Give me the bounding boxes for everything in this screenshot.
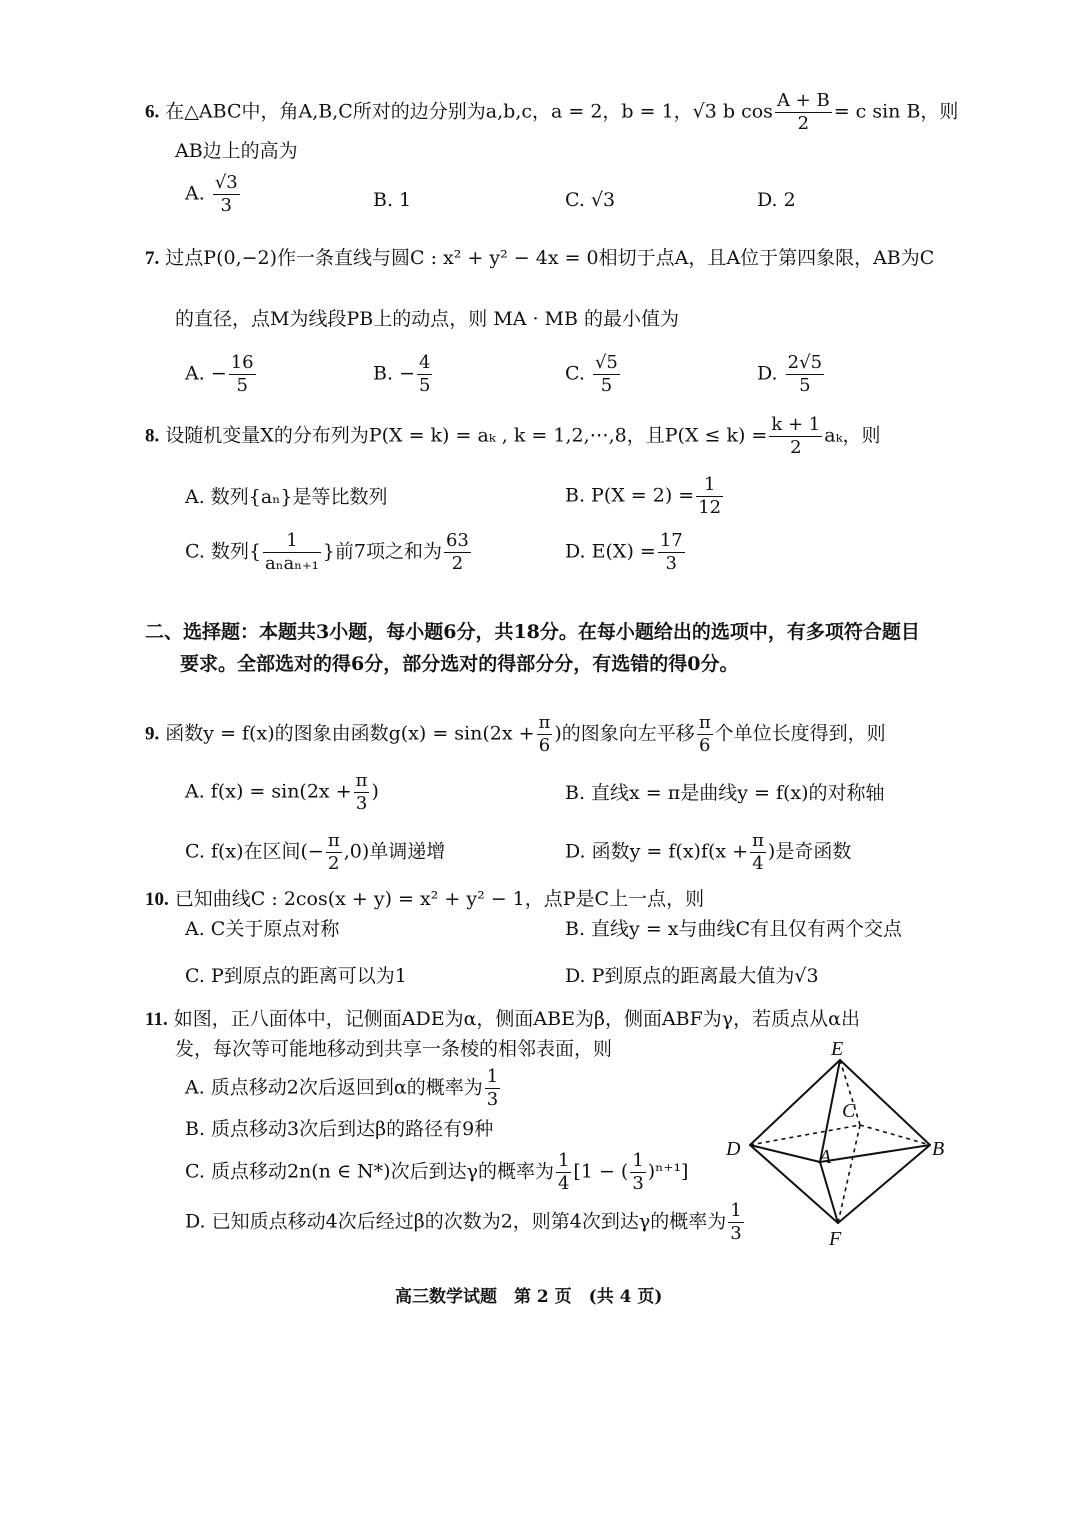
q11-option-c-end: )ⁿ⁺¹]: [647, 1160, 689, 1183]
q9-option-a: [185, 770, 379, 815]
q7-option-a-den: 5: [236, 375, 248, 396]
q8-option-c-value-den: 2: [451, 553, 464, 574]
q9-option-a-label: A. f(x) = sin(2x +: [185, 780, 352, 803]
q11-option-a-num: 1: [486, 1066, 499, 1087]
q7-option-c-frac: [593, 352, 620, 397]
q11-option-d-num: 1: [730, 1200, 742, 1221]
q6-line1: [145, 90, 958, 135]
q11-option-c-frac1: [556, 1150, 571, 1195]
q8-option-c-value-frac: [444, 530, 471, 575]
q7-option-b-frac: [417, 352, 432, 397]
q9-frac2-num: π: [698, 712, 711, 733]
q8-fraction: [769, 414, 822, 459]
q11-line1: [145, 1004, 860, 1035]
q8-stem-end: aₖ，则: [824, 424, 881, 447]
q8-number: 8.: [145, 425, 160, 447]
q7-line2: 的直径，点M为线段PB上的动点，则 MA · MB 的最小值为: [175, 308, 679, 330]
q9-option-c-end: ,0)单调递增: [343, 840, 446, 863]
q6-option-a-frac: [213, 172, 240, 217]
q7-option-b-label: B.: [373, 362, 394, 385]
q8-option-d-frac: [658, 530, 685, 575]
q6-option-a-num: √3: [214, 172, 238, 193]
q11-option-a-frac: [485, 1066, 500, 1111]
q9-option-d: [565, 830, 851, 875]
q11-line2: 发，每次等可能地移动到共享一条棱的相邻表面，则: [175, 1038, 613, 1060]
vertex-label-F: F: [829, 1228, 842, 1250]
q8-option-d-num: 17: [659, 530, 683, 551]
edge-DC: [750, 1125, 860, 1145]
q10-option-c: C. P到原点的距离可以为1: [185, 965, 407, 987]
q7-number: 7.: [145, 248, 160, 269]
q9-option-a-frac: [354, 770, 370, 815]
q7-stem: 过点P(0,−2)作一条直线与圆C : x² + y² − 4x = 0相切于点A，且A位于第四象限，AB为C: [165, 247, 935, 269]
q6-option-a: [185, 172, 242, 217]
q8-option-c: [185, 530, 473, 575]
q6-fraction: [775, 90, 832, 135]
q10-option-b: B. 直线y = x与曲线C有且仅有两个交点: [565, 918, 903, 940]
q6-frac-den: 2: [797, 113, 810, 134]
q8-option-d-den: 3: [665, 553, 677, 574]
q11-option-d-label: D. 已知质点移动4次后经过β的次数为2，则第4次到达γ的概率为: [185, 1210, 727, 1233]
q8-option-d: [565, 530, 687, 575]
q7-option-d-num: 2√5: [787, 352, 823, 373]
octahedron-figure: [720, 1035, 960, 1250]
vertex-label-A: A: [819, 1146, 832, 1168]
q9-frac2: [697, 712, 713, 757]
q11-option-c-den2: 3: [632, 1173, 644, 1194]
q8-option-d-label: D. E(X) =: [565, 540, 656, 563]
q9-frac1: [537, 712, 553, 757]
q9-option-c-frac: [326, 830, 342, 875]
q9-option-d-frac: [750, 830, 766, 875]
q8-option-c-den: aₙaₙ₊₁: [265, 553, 319, 574]
q8-option-b-num: 1: [696, 474, 723, 497]
q7-option-a-num: 16: [230, 352, 254, 373]
q9-frac1-num: π: [538, 712, 551, 733]
q9-line1: [145, 712, 886, 757]
q8-option-b-label: B. P(X = 2) =: [565, 484, 695, 507]
q10-number: 10.: [145, 889, 169, 910]
q9-option-c: [185, 830, 445, 875]
q8-stem: 设随机变量X的分布列为P(X = k) = aₖ , k = 1,2,⋯,8，且P(X ≤ k) =: [165, 424, 768, 447]
q8-option-c-label: C. 数列{: [185, 540, 262, 563]
q6-option-c: C. √3: [565, 189, 616, 211]
q8-frac-den: 2: [790, 437, 802, 458]
q11-option-c: [185, 1150, 688, 1195]
section2-line2: 要求。全部选对的得6分，部分选对的得部分分，有选错的得0分。: [180, 653, 739, 675]
q9-option-c-num: π: [327, 830, 340, 851]
q11-option-c-label: C. 质点移动2n(n ∈ N*)次后到达γ的概率为: [185, 1160, 554, 1183]
q7-option-b: [373, 352, 434, 397]
q6-option-d: D. 2: [757, 189, 796, 211]
q8-option-b: [565, 474, 725, 519]
q11-option-d: [185, 1200, 746, 1245]
q8-option-b-den: 12: [698, 497, 722, 518]
q9-option-c-den: 2: [328, 853, 340, 874]
vertex-label-B: B: [932, 1138, 945, 1160]
q11-option-c-num2: 1: [632, 1150, 644, 1171]
q8-option-b-frac: [696, 474, 723, 519]
q11-number: 11.: [145, 1009, 168, 1030]
q7-option-c-num: √5: [594, 352, 618, 373]
q11-option-d-den: 3: [730, 1223, 742, 1244]
q10-line1: [145, 884, 704, 915]
q8-line1: [145, 414, 881, 459]
q7-option-d-label: D.: [757, 362, 778, 385]
q10-option-d: D. P到原点的距离最大值为√3: [565, 965, 819, 987]
q11-option-b: B. 质点移动3次后到达β的路径有9种: [185, 1118, 494, 1140]
q7-option-d-den: 5: [799, 375, 811, 396]
q6-stem-end: = c sin B，则: [833, 100, 959, 123]
q6-stem: 在△ABC中，角A,B,C所对的边分别为a,b,c，a = 2，b = 1，√3 b cos: [165, 100, 773, 123]
q11-option-a-label: A. 质点移动2次后返回到α的概率为: [185, 1076, 483, 1099]
q11-option-c-num: 1: [557, 1150, 570, 1171]
q9-stem-mid: )的图象向左平移: [554, 722, 695, 745]
q7-option-a-label: A.: [185, 362, 205, 385]
q9-option-a-num: π: [355, 770, 368, 791]
q7-option-c-den: 5: [600, 375, 613, 396]
q9-option-b: B. 直线x = π是曲线y = f(x)的对称轴: [565, 782, 885, 804]
q9-stem-end: 个单位长度得到，则: [714, 722, 886, 745]
q11-option-c-frac2: [630, 1150, 645, 1195]
q10-stem: 已知曲线C : 2cos(x + y) = x² + y² − 1，点P是C上一点，则: [174, 888, 705, 910]
q7-option-c-label: C.: [565, 362, 585, 385]
q9-option-c-label: C. f(x)在区间(−: [185, 840, 324, 863]
q8-option-c-frac: [263, 530, 321, 575]
q8-option-c-mid: }前7项之和为: [322, 540, 442, 563]
section2-line1: 二、选择题：本题共3小题，每小题6分，共18分。在每小题给出的选项中，有多项符合题目: [145, 621, 920, 643]
q7-option-a-sign: −: [210, 362, 227, 385]
q7-option-c: [565, 352, 622, 397]
q9-option-d-end: )是奇函数: [767, 840, 852, 863]
page-footer: 高三数学试题 第 2 页 (共 4 页): [395, 1287, 663, 1307]
q11-stem: 如图，正八面体中，记侧面ADE为α，侧面ABE为β，侧面ABF为γ，若质点从α出: [173, 1008, 860, 1030]
q11-option-a: [185, 1066, 502, 1111]
q6-frac-num: A + B: [776, 90, 830, 111]
q9-option-d-den: 4: [752, 853, 764, 874]
q9-stem: 函数y = f(x)的图象由函数g(x) = sin(2x +: [165, 722, 535, 745]
vertex-label-C: C: [842, 1100, 856, 1122]
q6-option-a-label: A.: [185, 182, 205, 205]
vertex-label-D: D: [726, 1138, 741, 1160]
q8-frac-num: k + 1: [771, 414, 821, 435]
q7-option-b-num: 4: [418, 352, 431, 373]
q10-option-a: A. C关于原点对称: [185, 918, 340, 940]
q7-option-a: [185, 352, 258, 397]
q6-line2: AB边上的高为: [175, 140, 298, 162]
q9-frac1-den: 6: [538, 735, 551, 756]
q7-option-a-frac: [229, 352, 256, 397]
q8-option-a: A. 数列{aₙ}是等比数列: [185, 486, 388, 508]
q9-option-d-label: D. 函数y = f(x)f(x +: [565, 840, 749, 863]
q8-option-c-num: 1: [263, 530, 321, 553]
q6-number: 6.: [145, 101, 160, 123]
q9-option-a-den: 3: [355, 793, 368, 814]
q8-option-c-value-num: 63: [445, 530, 469, 551]
q7-option-d: [757, 352, 826, 397]
q9-number: 9.: [145, 723, 160, 745]
q7-option-b-den: 5: [418, 375, 431, 396]
q9-option-d-num: π: [752, 830, 764, 851]
vertex-label-E: E: [831, 1038, 844, 1060]
q7-line1: [145, 243, 934, 274]
q7-option-d-frac: [786, 352, 824, 397]
q7-option-b-sign: −: [399, 362, 415, 385]
q6-option-a-den: 3: [220, 195, 232, 216]
q11-option-a-den: 3: [486, 1089, 499, 1110]
q9-option-a-end: ): [371, 780, 379, 803]
q11-option-c-den: 4: [557, 1173, 570, 1194]
q6-option-b: B. 1: [373, 189, 412, 211]
q11-option-c-mid: [1 − (: [573, 1160, 629, 1183]
q9-frac2-den: 6: [699, 735, 711, 756]
